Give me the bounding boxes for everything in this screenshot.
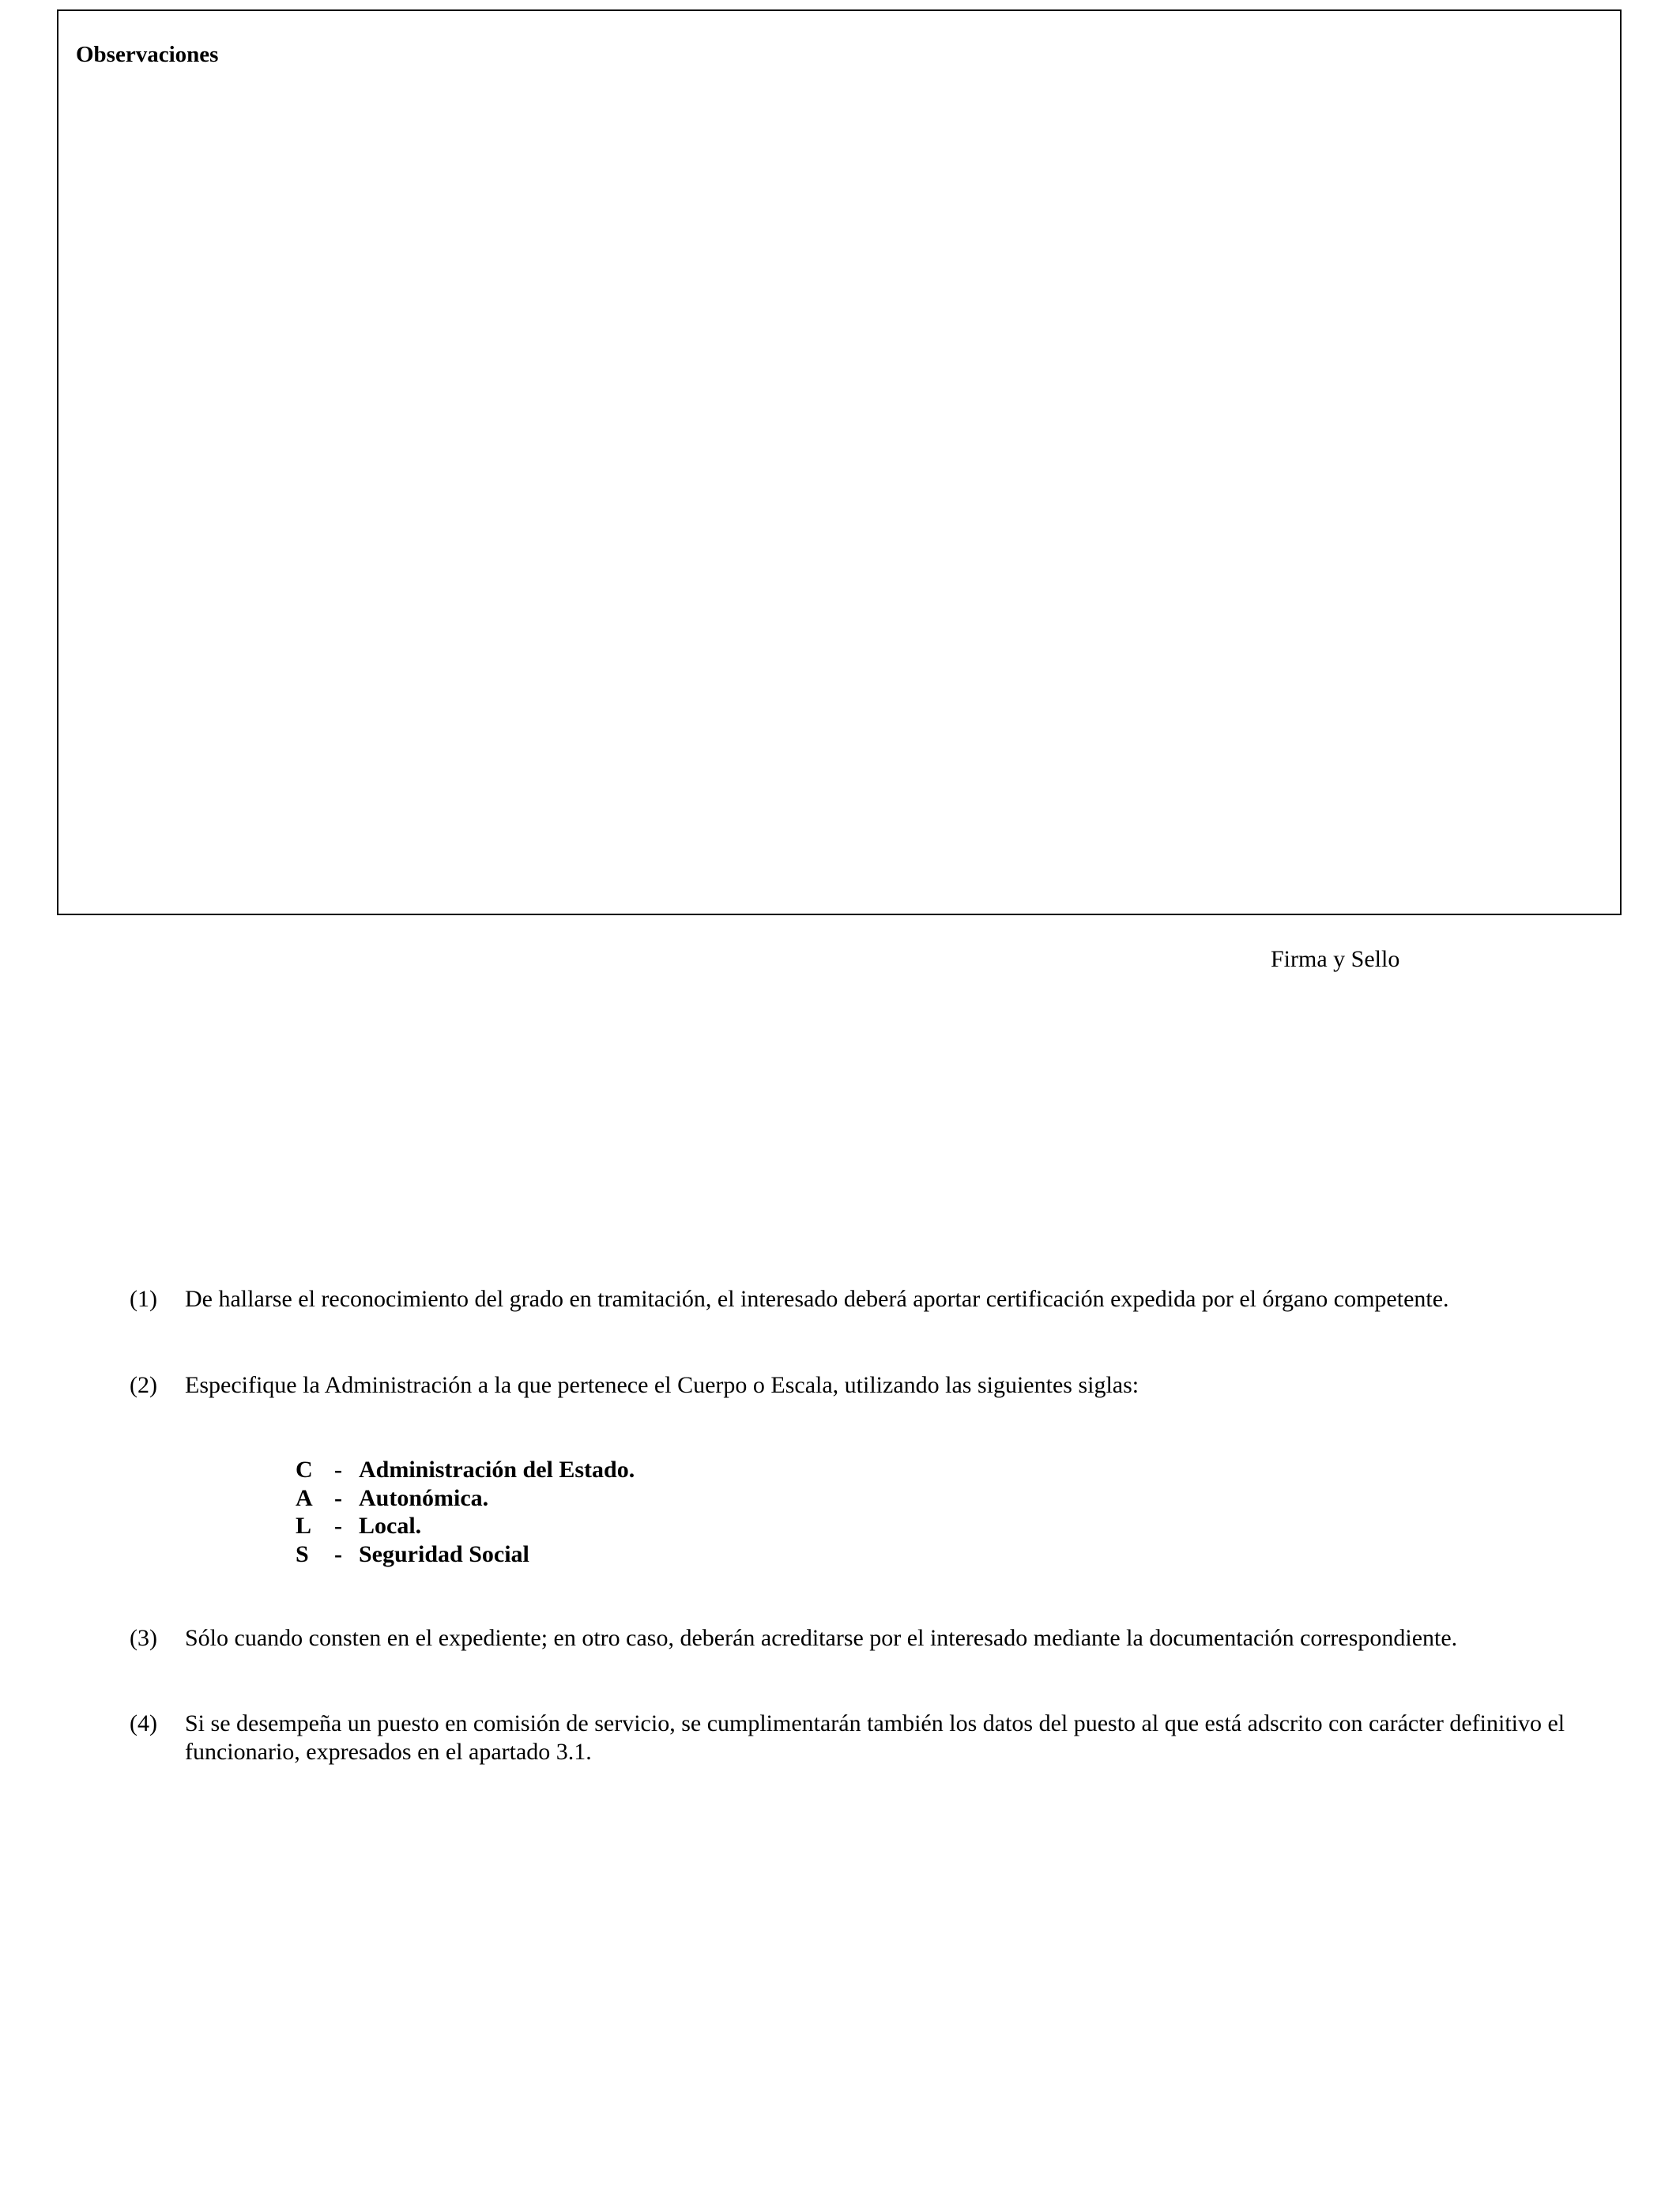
siglas-list <box>296 1456 635 1568</box>
footnote-number: (2) <box>130 1372 157 1398</box>
sigla-code: C <box>296 1457 313 1483</box>
sigla-code: A <box>296 1484 313 1511</box>
sigla-code: S <box>296 1540 309 1567</box>
sigla-item <box>296 1540 635 1569</box>
sigla-separator: - <box>334 1484 342 1511</box>
footnote-2 <box>130 1371 1631 1400</box>
footnote-text: Si se desempeña un puesto en comisión de servicio, se cumplimentarán también los datos del puesto al que está adscrito con carácter definitivo el funcionario, expresados en el apartado 3.1. <box>185 1710 1565 1765</box>
footnote-3 <box>130 1624 1631 1653</box>
footnote-4 <box>130 1710 1631 1766</box>
footnote-number: (1) <box>130 1286 157 1312</box>
sigla-label: Administración del Estado. <box>359 1457 635 1483</box>
signature-label: Firma y Sello <box>1271 946 1400 972</box>
sigla-separator: - <box>334 1457 342 1483</box>
sigla-separator: - <box>334 1540 342 1567</box>
sigla-label: Local. <box>359 1513 422 1539</box>
sigla-separator: - <box>334 1513 342 1539</box>
sigla-item <box>296 1512 635 1540</box>
sigla-code: L <box>296 1513 312 1539</box>
sigla-label: Autonómica. <box>359 1484 489 1511</box>
sigla-item <box>296 1484 635 1513</box>
footnote-text: De hallarse el reconocimiento del grado en tramitación, el interesado deberá aportar certificación expedida por el órgano competente. <box>185 1286 1449 1312</box>
sigla-item <box>296 1456 635 1484</box>
footnote-1 <box>130 1285 1631 1314</box>
observaciones-box <box>57 9 1622 915</box>
footnote-number: (4) <box>130 1710 157 1736</box>
footnote-text: Sólo cuando consten en el expediente; en otro caso, deberán acreditarse por el interesado mediante la documentación correspondiente. <box>185 1625 1458 1651</box>
observaciones-title: Observaciones <box>76 42 219 67</box>
footnote-text: Especifique la Administración a la que pertenece el Cuerpo o Escala, utilizando las siguientes siglas: <box>185 1372 1139 1398</box>
footnote-number: (3) <box>130 1625 157 1651</box>
sigla-label: Seguridad Social <box>359 1540 529 1567</box>
